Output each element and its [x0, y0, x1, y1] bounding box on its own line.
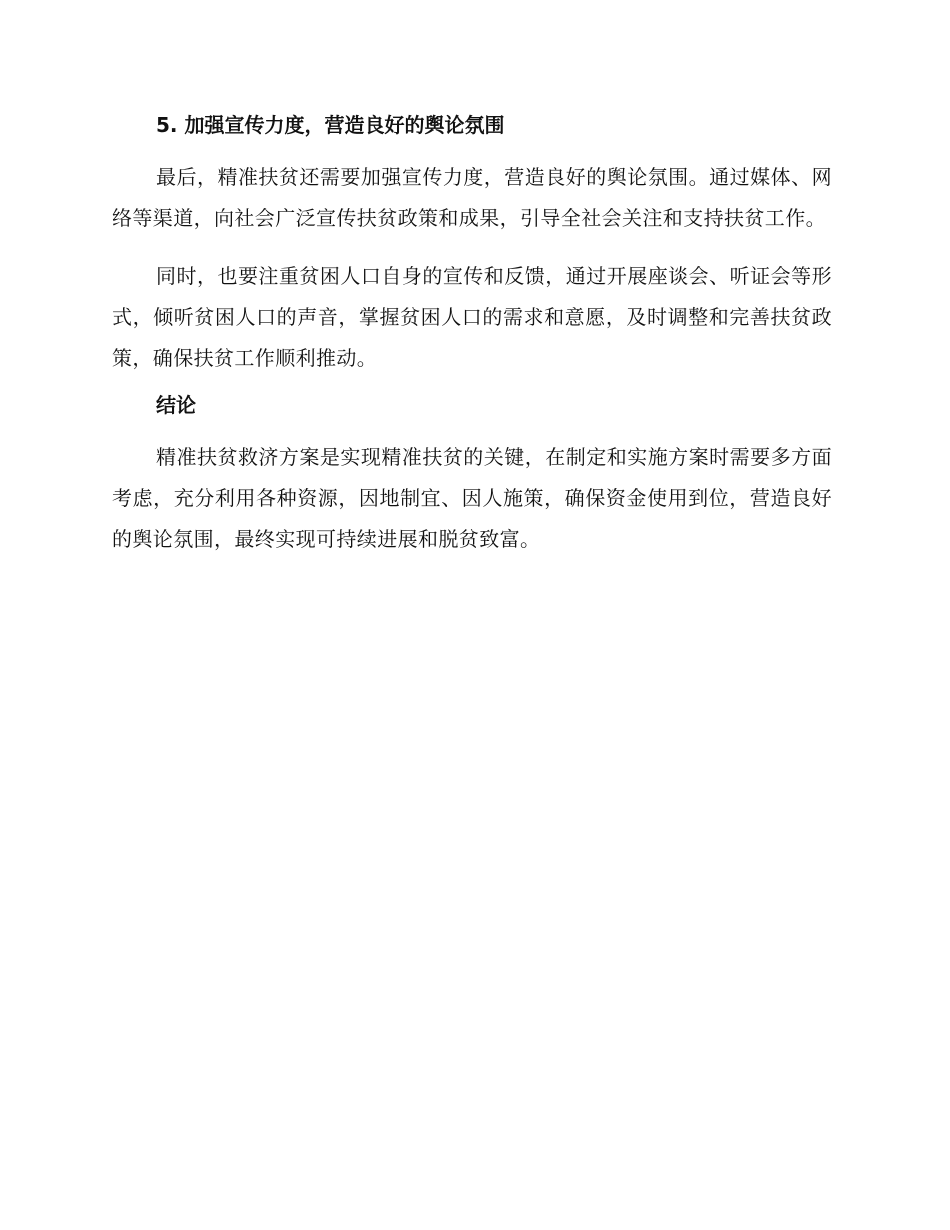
conclusion-paragraph: 精准扶贫救济方案是实现精准扶贫的关键，在制定和实施方案时需要多方面考虑，充分利用各种资源，因地制宜、因人施策，确保资金使用到位，营造良好的舆论氛围，最终实现可持续进展和脱贫致富。 [112, 445, 832, 551]
section-5-paragraph-2: 同时，也要注重贫困人口自身的宣传和反馈，通过开展座谈会、听证会等形式，倾听贫困人口的声音，掌握贫困人口的需求和意愿，及时调整和完善扶贫政策，确保扶贫工作顺利推动。 [112, 264, 832, 370]
document-body [112, 111, 832, 560]
section-5-heading: 5. 加强宣传力度，营造良好的舆论氛围 [156, 113, 505, 137]
conclusion-heading: 结论 [156, 393, 196, 417]
section-5-paragraph-1: 最后，精准扶贫还需要加强宣传力度，营造良好的舆论氛围。通过媒体、网络等渠道，向社会广泛宣传扶贫政策和成果，引导全社会关注和支持扶贫工作。 [112, 165, 832, 230]
